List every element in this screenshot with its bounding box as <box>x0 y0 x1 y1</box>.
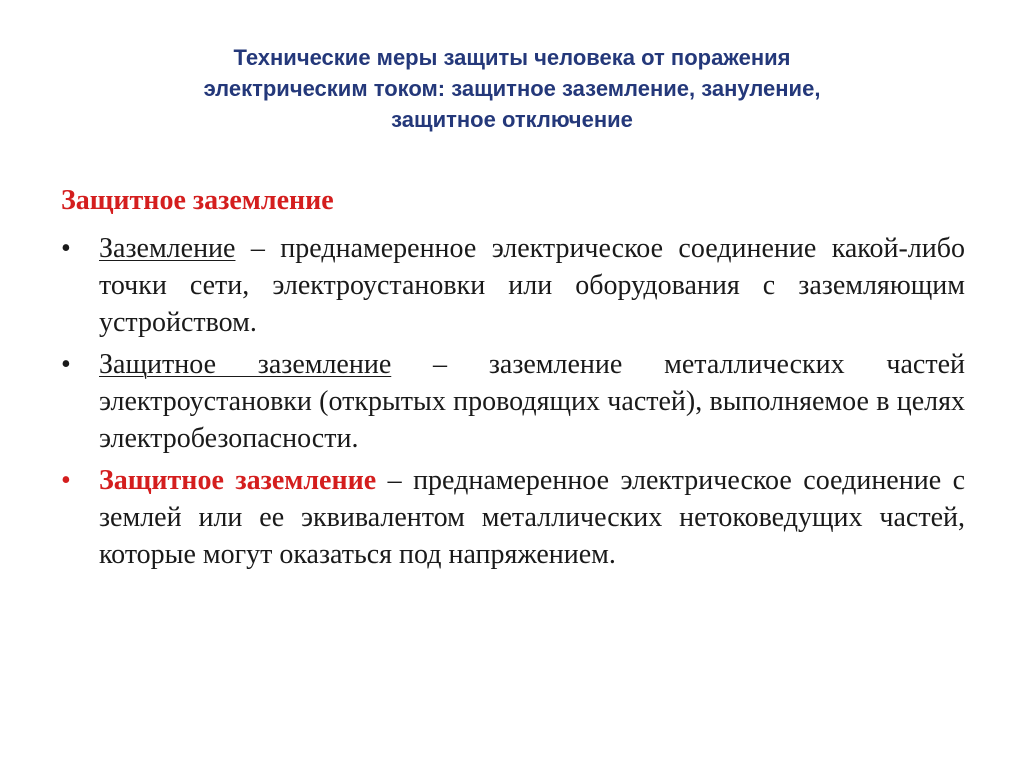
bullet-list <box>61 230 965 578</box>
bullet-item-protective-grounding-highlighted <box>61 462 965 573</box>
title-line-2: электрическим током: защитное заземление, зануление, <box>203 76 821 101</box>
slide-title <box>80 42 944 135</box>
bullet-term: Защитное заземление <box>99 465 377 496</box>
section-heading: Защитное заземление <box>61 185 334 216</box>
title-line-1: Технические меры защиты человека от поражения <box>233 45 791 70</box>
bullet-item-grounding <box>61 230 965 341</box>
bullet-separator: – <box>235 233 281 264</box>
bullet-separator: – <box>391 349 489 380</box>
bullet-marker: • <box>61 465 71 496</box>
bullet-item-protective-grounding <box>61 346 965 457</box>
bullet-separator: – <box>376 465 414 496</box>
bullet-marker: • <box>61 349 71 380</box>
bullet-definition: преднамеренное электрическое соединение с землей или ее эквивалентом металлических нетоковедущих частей, которые могут оказаться под напряжением. <box>99 465 966 570</box>
bullet-term: Защитное заземление <box>99 349 392 380</box>
bullet-term: Заземление <box>99 233 236 264</box>
bullet-definition: заземление металлических частей электроустановки (открытых проводящих частей), выполняемое в целях электробезопасности. <box>99 349 966 454</box>
bullet-definition: преднамеренное электрическое соединение какой-либо точки сети, электроустановки или оборудования с заземляющим устройством. <box>99 233 966 338</box>
bullet-marker: • <box>61 233 71 264</box>
title-line-3: защитное отключение <box>391 107 633 132</box>
